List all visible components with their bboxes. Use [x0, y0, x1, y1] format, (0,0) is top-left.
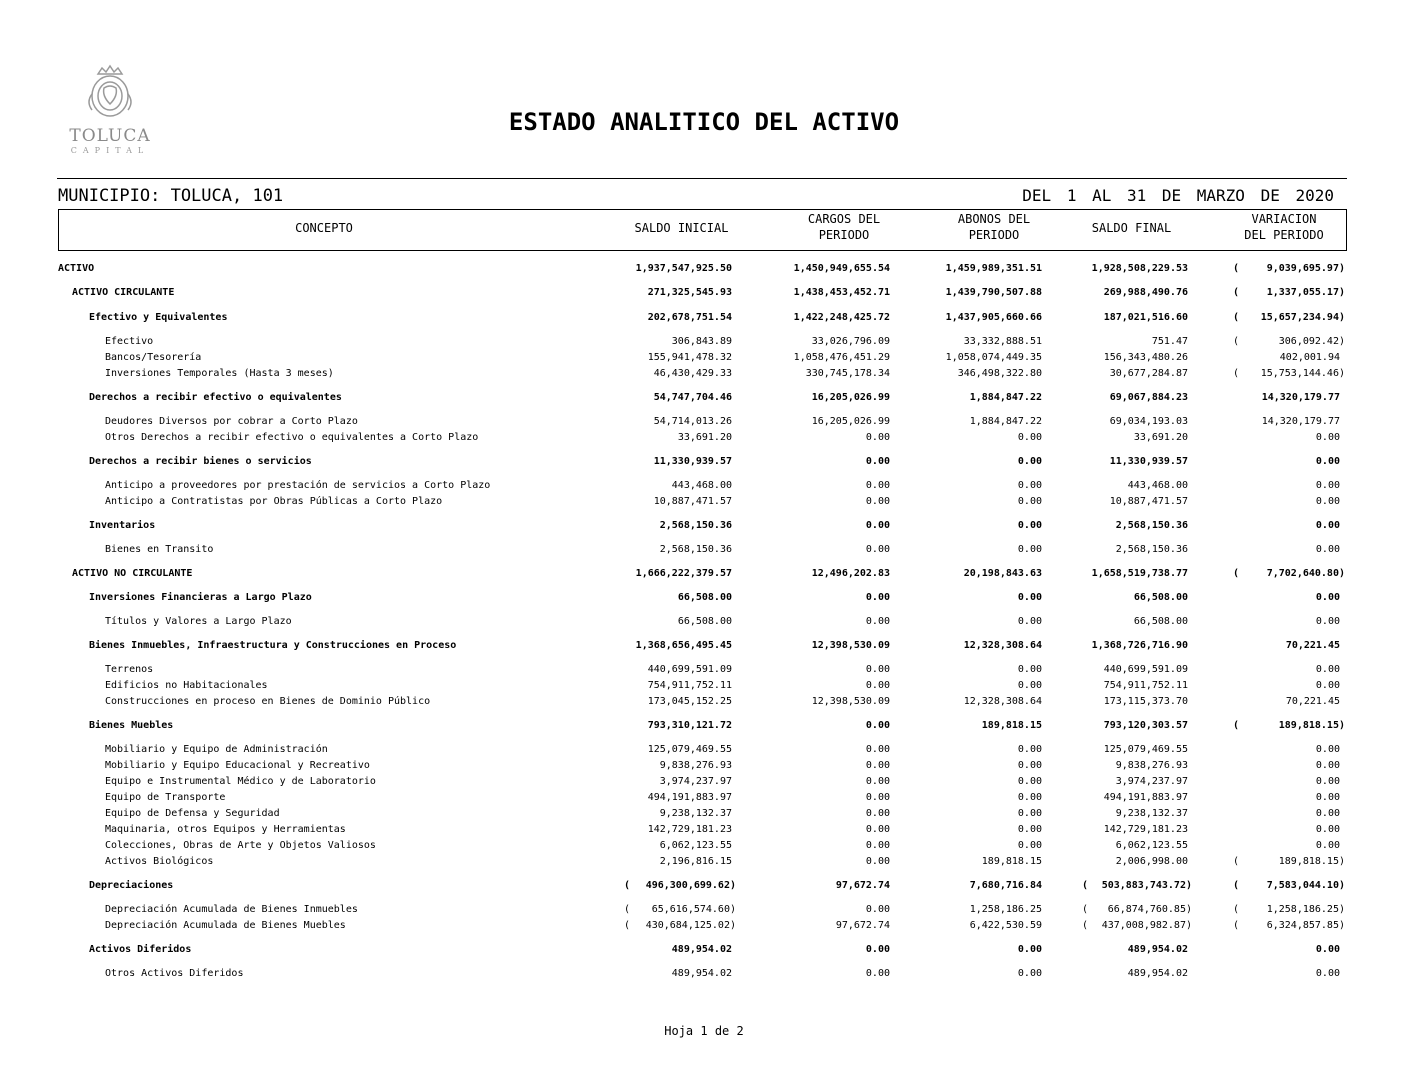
- row-variacion: 0.00: [1315, 840, 1340, 851]
- row-concepto: Otros Activos Diferidos: [105, 968, 244, 979]
- row-abonos: 7,680,716.84: [969, 880, 1042, 891]
- table-row: [0, 792, 1408, 808]
- row-saldo-inicial: 2,568,150.36: [659, 544, 732, 555]
- row-saldo-inicial: 11,330,939.57: [653, 456, 732, 467]
- row-concepto: ACTIVO CIRCULANTE: [72, 287, 175, 298]
- row-saldo-final: 3,974,237.97: [1115, 776, 1188, 787]
- row-variacion: 1,337,055.17): [1266, 287, 1345, 298]
- row-variacion: 70,221.45: [1285, 640, 1340, 651]
- header-rule: [57, 178, 1347, 179]
- row-concepto: Derechos a recibir efectivo o equivalentes: [89, 392, 342, 403]
- row-abonos: 0.00: [1017, 776, 1042, 787]
- row-saldo-inicial: 754,911,752.11: [647, 680, 732, 691]
- row-cargos: 12,398,530.09: [811, 696, 890, 707]
- row-saldo-inicial: 2,568,150.36: [659, 520, 732, 531]
- row-saldo-final: 69,067,884.23: [1109, 392, 1188, 403]
- table-row: [0, 352, 1408, 368]
- row-saldo-inicial: 65,616,574.60): [651, 904, 736, 915]
- row-abonos: 189,818.15: [981, 856, 1042, 867]
- row-concepto: Anticipo a Contratistas por Obras Públicas a Corto Plazo: [105, 496, 443, 507]
- row-abonos: 1,258,186.25: [969, 904, 1042, 915]
- row-concepto: Títulos y Valores a Largo Plazo: [105, 616, 292, 627]
- row-variacion: 6,324,857.85): [1266, 920, 1345, 931]
- row-variacion: 0.00: [1315, 432, 1340, 443]
- row-saldo-inicial: 3,974,237.97: [659, 776, 732, 787]
- table-row: [0, 287, 1408, 303]
- row-saldo-inicial: 443,468.00: [671, 480, 732, 491]
- table-row: [0, 968, 1408, 984]
- row-saldo-final: 66,508.00: [1133, 616, 1188, 627]
- row-concepto: Bienes Muebles: [89, 720, 174, 731]
- row-cargos: 0.00: [865, 776, 890, 787]
- row-saldo-final: 9,838,276.93: [1115, 760, 1188, 771]
- row-saldo-inicial: 155,941,478.32: [647, 352, 732, 363]
- row-concepto: Mobiliario y Equipo Educacional y Recreativo: [105, 760, 370, 771]
- row-saldo-inicial: 125,079,469.55: [647, 744, 732, 755]
- row-abonos: 0.00: [1017, 792, 1042, 803]
- row-saldo-final: 33,691.20: [1133, 432, 1188, 443]
- row-concepto: Terrenos: [105, 664, 154, 675]
- row-variacion: 0.00: [1315, 664, 1340, 675]
- row-abonos: 0.00: [1017, 664, 1042, 675]
- row-variacion: 189,818.15): [1278, 720, 1345, 731]
- header-abonos-line1: ABONOS DEL: [957, 212, 1031, 226]
- row-abonos: 0.00: [1017, 760, 1042, 771]
- row-cargos: 0.00: [865, 840, 890, 851]
- header-saldo-final: SALDO FINAL: [1091, 221, 1172, 235]
- row-saldo-inicial: 2,196,816.15: [659, 856, 732, 867]
- row-variacion: 0.00: [1315, 968, 1340, 979]
- row-abonos: 0.00: [1017, 944, 1042, 955]
- saldo-final-paren: (: [1082, 880, 1089, 891]
- row-concepto: Activos Diferidos: [89, 944, 192, 955]
- row-concepto: Otros Derechos a recibir efectivo o equivalentes a Corto Plazo: [105, 432, 479, 443]
- row-saldo-inicial: 66,508.00: [677, 616, 732, 627]
- row-cargos: 330,745,178.34: [805, 368, 890, 379]
- variacion-paren: (: [1233, 880, 1240, 891]
- row-abonos: 1,459,989,351.51: [945, 263, 1042, 274]
- row-saldo-final: 1,368,726,716.90: [1091, 640, 1188, 651]
- header-variacion-line2: DEL PERIODO: [1244, 228, 1324, 242]
- row-saldo-final: 440,699,591.09: [1103, 664, 1188, 675]
- row-cargos: 1,422,248,425.72: [793, 312, 890, 323]
- table-row: [0, 808, 1408, 824]
- row-concepto: Efectivo: [105, 336, 154, 347]
- row-variacion: 0.00: [1315, 792, 1340, 803]
- row-variacion: 0.00: [1315, 744, 1340, 755]
- row-saldo-final: 2,568,150.36: [1115, 520, 1188, 531]
- saldo-inicial-paren: (: [624, 920, 631, 931]
- row-saldo-inicial: 496,300,699.62): [645, 880, 736, 891]
- row-variacion: 0.00: [1315, 456, 1340, 467]
- header-saldo-inicial: SALDO INICIAL: [634, 221, 729, 235]
- row-cargos: 0.00: [865, 760, 890, 771]
- row-abonos: 6,422,530.59: [969, 920, 1042, 931]
- row-saldo-final: 503,883,743.72): [1101, 880, 1192, 891]
- row-variacion: 402,001.94: [1279, 352, 1340, 363]
- row-saldo-inicial: 494,191,883.97: [647, 792, 732, 803]
- variacion-paren: (: [1233, 920, 1240, 931]
- row-cargos: 0.00: [865, 432, 890, 443]
- row-cargos: 1,438,453,452.71: [793, 287, 890, 298]
- row-variacion: 0.00: [1315, 776, 1340, 787]
- row-variacion: 0.00: [1315, 944, 1340, 955]
- table-row: [0, 520, 1408, 536]
- row-saldo-final: 269,988,490.76: [1103, 287, 1188, 298]
- row-saldo-inicial: 1,368,656,495.45: [635, 640, 732, 651]
- table-row: [0, 496, 1408, 512]
- row-saldo-final: 1,658,519,738.77: [1091, 568, 1188, 579]
- row-concepto: Bancos/Tesorería: [105, 352, 202, 363]
- row-saldo-inicial: 440,699,591.09: [647, 664, 732, 675]
- row-saldo-inicial: 54,747,704.46: [653, 392, 732, 403]
- row-concepto: Activos Biológicos: [105, 856, 214, 867]
- saldo-final-paren: (: [1082, 920, 1089, 931]
- report-title: ESTADO ANALITICO DEL ACTIVO: [508, 108, 900, 136]
- row-cargos: 0.00: [865, 968, 890, 979]
- row-abonos: 0.00: [1017, 616, 1042, 627]
- column-header-box: [58, 209, 1347, 251]
- row-abonos: 20,198,843.63: [963, 568, 1042, 579]
- row-cargos: 0.00: [865, 592, 890, 603]
- table-row: [0, 824, 1408, 840]
- row-saldo-inicial: 1,937,547,925.50: [635, 263, 732, 274]
- row-concepto: Equipo e Instrumental Médico y de Laboratorio: [105, 776, 376, 787]
- row-abonos: 33,332,888.51: [963, 336, 1042, 347]
- row-cargos: 33,026,796.09: [811, 336, 890, 347]
- variacion-paren: (: [1233, 904, 1240, 915]
- row-saldo-final: 1,928,508,229.53: [1091, 263, 1188, 274]
- table-row: [0, 368, 1408, 384]
- variacion-paren: (: [1233, 568, 1240, 579]
- row-abonos: 1,058,074,449.35: [945, 352, 1042, 363]
- row-cargos: 0.00: [865, 792, 890, 803]
- table-row: [0, 592, 1408, 608]
- row-abonos: 0.00: [1017, 840, 1042, 851]
- variacion-paren: (: [1233, 856, 1240, 867]
- table-row: [0, 392, 1408, 408]
- row-cargos: 12,496,202.83: [811, 568, 890, 579]
- header-variacion: [1219, 211, 1349, 243]
- table-row: [0, 568, 1408, 584]
- row-saldo-final: 751.47: [1151, 336, 1188, 347]
- table-row: [0, 776, 1408, 792]
- table-row: [0, 263, 1408, 279]
- row-concepto: Deudores Diversos por cobrar a Corto Plazo: [105, 416, 358, 427]
- row-saldo-inicial: 46,430,429.33: [653, 368, 732, 379]
- row-saldo-final: 10,887,471.57: [1109, 496, 1188, 507]
- row-concepto: Bienes en Transito: [105, 544, 214, 555]
- row-concepto: Depreciación Acumulada de Bienes Muebles: [105, 920, 346, 931]
- logo-name: TOLUCA: [69, 126, 151, 146]
- row-abonos: 1,437,905,660.66: [945, 312, 1042, 323]
- row-concepto: Edificios no Habitacionales: [105, 680, 268, 691]
- table-row: [0, 880, 1408, 896]
- row-concepto: Inversiones Temporales (Hasta 3 meses): [105, 368, 334, 379]
- row-cargos: 0.00: [865, 544, 890, 555]
- row-saldo-final: 6,062,123.55: [1115, 840, 1188, 851]
- row-abonos: 0.00: [1017, 680, 1042, 691]
- header-cargos-line2: PERIODO: [818, 228, 870, 242]
- row-abonos: 0.00: [1017, 432, 1042, 443]
- table-row: [0, 544, 1408, 560]
- row-saldo-final: 443,468.00: [1127, 480, 1188, 491]
- row-cargos: 0.00: [865, 680, 890, 691]
- row-concepto: Inversiones Financieras a Largo Plazo: [89, 592, 312, 603]
- row-variacion: 15,753,144.46): [1260, 368, 1345, 379]
- row-saldo-final: 69,034,193.03: [1109, 416, 1188, 427]
- row-saldo-inicial: 489,954.02: [671, 944, 732, 955]
- row-saldo-final: 793,120,303.57: [1103, 720, 1188, 731]
- row-saldo-final: 2,568,150.36: [1115, 544, 1188, 555]
- row-abonos: 12,328,308.64: [963, 696, 1042, 707]
- row-saldo-final: 489,954.02: [1127, 968, 1188, 979]
- header-cargos: [769, 211, 919, 243]
- row-variacion: 0.00: [1315, 680, 1340, 691]
- row-concepto: Construcciones en proceso en Bienes de Dominio Público: [105, 696, 431, 707]
- row-concepto: Equipo de Transporte: [105, 792, 226, 803]
- row-saldo-inicial: 33,691.20: [677, 432, 732, 443]
- row-concepto: Mobiliario y Equipo de Administración: [105, 744, 328, 755]
- table-row: [0, 664, 1408, 680]
- row-saldo-final: 125,079,469.55: [1103, 744, 1188, 755]
- row-abonos: 346,498,322.80: [957, 368, 1042, 379]
- row-saldo-final: 754,911,752.11: [1103, 680, 1188, 691]
- variacion-paren: (: [1233, 312, 1240, 323]
- row-concepto: Colecciones, Obras de Arte y Objetos Valiosos: [105, 840, 376, 851]
- row-cargos: 0.00: [865, 720, 890, 731]
- table-row: [0, 944, 1408, 960]
- row-saldo-inicial: 142,729,181.23: [647, 824, 732, 835]
- saldo-inicial-paren: (: [624, 880, 631, 891]
- row-saldo-final: 142,729,181.23: [1103, 824, 1188, 835]
- row-variacion: 0.00: [1315, 496, 1340, 507]
- row-cargos: 0.00: [865, 944, 890, 955]
- row-saldo-inicial: 793,310,121.72: [647, 720, 732, 731]
- table-row: [0, 760, 1408, 776]
- row-cargos: 0.00: [865, 456, 890, 467]
- variacion-paren: (: [1233, 336, 1240, 347]
- header-abonos-line2: PERIODO: [968, 228, 1020, 242]
- table-row: [0, 744, 1408, 760]
- row-saldo-final: 437,008,982.87): [1101, 920, 1192, 931]
- row-saldo-inicial: 202,678,751.54: [647, 312, 732, 323]
- row-variacion: 0.00: [1315, 520, 1340, 531]
- row-variacion: 15,657,234.94): [1260, 312, 1345, 323]
- row-saldo-inicial: 1,666,222,379.57: [635, 568, 732, 579]
- row-variacion: 0.00: [1315, 808, 1340, 819]
- row-concepto: Depreciaciones: [89, 880, 174, 891]
- table-row: [0, 680, 1408, 696]
- row-abonos: 0.00: [1017, 592, 1042, 603]
- row-saldo-final: 494,191,883.97: [1103, 792, 1188, 803]
- row-concepto: Efectivo y Equivalentes: [89, 312, 228, 323]
- row-cargos: 97,672.74: [835, 880, 890, 891]
- table-row: [0, 840, 1408, 856]
- row-variacion: 7,583,044.10): [1266, 880, 1345, 891]
- row-saldo-final: 173,115,373.70: [1103, 696, 1188, 707]
- table-row: [0, 416, 1408, 432]
- row-concepto: ACTIVO: [58, 263, 95, 274]
- variacion-paren: (: [1233, 368, 1240, 379]
- row-saldo-inicial: 9,238,132.37: [659, 808, 732, 819]
- row-saldo-final: 2,006,998.00: [1115, 856, 1188, 867]
- table-row: [0, 480, 1408, 496]
- row-concepto: Anticipo a proveedores por prestación de servicios a Corto Plazo: [105, 480, 491, 491]
- variacion-paren: (: [1233, 263, 1240, 274]
- row-variacion: 70,221.45: [1285, 696, 1340, 707]
- row-variacion: 1,258,186.25): [1266, 904, 1345, 915]
- row-variacion: 0.00: [1315, 480, 1340, 491]
- row-cargos: 0.00: [865, 856, 890, 867]
- row-abonos: 0.00: [1017, 456, 1042, 467]
- row-cargos: 0.00: [865, 520, 890, 531]
- period-label: DEL 1 AL 31 DE MARZO DE 2020: [1022, 186, 1334, 205]
- row-variacion: 189,818.15): [1278, 856, 1345, 867]
- row-cargos: 1,450,949,655.54: [793, 263, 890, 274]
- row-concepto: Equipo de Defensa y Seguridad: [105, 808, 280, 819]
- row-cargos: 1,058,476,451.29: [793, 352, 890, 363]
- row-saldo-inicial: 66,508.00: [677, 592, 732, 603]
- header-cargos-line1: CARGOS DEL: [807, 212, 881, 226]
- row-variacion: 7,702,640.80): [1266, 568, 1345, 579]
- table-row: [0, 696, 1408, 712]
- row-cargos: 0.00: [865, 664, 890, 675]
- table-row: [0, 856, 1408, 872]
- table-row: [0, 336, 1408, 352]
- row-abonos: 189,818.15: [981, 720, 1042, 731]
- row-cargos: 0.00: [865, 744, 890, 755]
- row-cargos: 0.00: [865, 824, 890, 835]
- table-row: [0, 640, 1408, 656]
- row-saldo-final: 9,238,132.37: [1115, 808, 1188, 819]
- table-row: [0, 312, 1408, 328]
- row-abonos: 0.00: [1017, 544, 1042, 555]
- logo-subtitle: CAPITAL: [70, 146, 150, 155]
- table-row: [0, 904, 1408, 920]
- saldo-inicial-paren: (: [624, 904, 631, 915]
- row-variacion: 0.00: [1315, 592, 1340, 603]
- row-variacion: 0.00: [1315, 824, 1340, 835]
- row-cargos: 0.00: [865, 480, 890, 491]
- row-saldo-final: 11,330,939.57: [1109, 456, 1188, 467]
- header-abonos: [919, 211, 1069, 243]
- row-abonos: 0.00: [1017, 480, 1042, 491]
- row-saldo-final: 30,677,284.87: [1109, 368, 1188, 379]
- row-cargos: 16,205,026.99: [811, 392, 890, 403]
- row-saldo-inicial: 54,714,013.26: [653, 416, 732, 427]
- variacion-paren: (: [1233, 287, 1240, 298]
- row-variacion: 14,320,179.77: [1261, 392, 1340, 403]
- row-cargos: 0.00: [865, 808, 890, 819]
- row-saldo-inicial: 489,954.02: [671, 968, 732, 979]
- row-cargos: 12,398,530.09: [811, 640, 890, 651]
- table-row: [0, 432, 1408, 448]
- row-cargos: 97,672.74: [835, 920, 890, 931]
- row-concepto: Depreciación Acumulada de Bienes Inmuebles: [105, 904, 358, 915]
- row-cargos: 0.00: [865, 496, 890, 507]
- row-concepto: Inventarios: [89, 520, 156, 531]
- variacion-paren: (: [1233, 720, 1240, 731]
- row-saldo-inicial: 430,684,125.02): [645, 920, 736, 931]
- row-cargos: 0.00: [865, 616, 890, 627]
- row-saldo-inicial: 173,045,152.25: [647, 696, 732, 707]
- row-variacion: 14,320,179.77: [1261, 416, 1340, 427]
- row-variacion: 0.00: [1315, 760, 1340, 771]
- row-saldo-final: 156,343,480.26: [1103, 352, 1188, 363]
- row-abonos: 0.00: [1017, 496, 1042, 507]
- row-variacion: 9,039,695.97): [1266, 263, 1345, 274]
- row-saldo-final: 66,508.00: [1133, 592, 1188, 603]
- row-abonos: 0.00: [1017, 824, 1042, 835]
- page-footer: Hoja 1 de 2: [664, 1024, 744, 1038]
- row-saldo-final: 187,021,516.60: [1103, 312, 1188, 323]
- table-row: [0, 456, 1408, 472]
- header-concepto: CONCEPTO: [295, 221, 353, 235]
- row-concepto: Derechos a recibir bienes o servicios: [89, 456, 312, 467]
- table-row: [0, 720, 1408, 736]
- row-abonos: 0.00: [1017, 744, 1042, 755]
- row-abonos: 0.00: [1017, 968, 1042, 979]
- row-abonos: 0.00: [1017, 808, 1042, 819]
- row-concepto: Maquinaria, otros Equipos y Herramientas: [105, 824, 346, 835]
- row-variacion: 0.00: [1315, 544, 1340, 555]
- row-abonos: 1,884,847.22: [969, 416, 1042, 427]
- row-abonos: 0.00: [1017, 520, 1042, 531]
- row-saldo-inicial: 6,062,123.55: [659, 840, 732, 851]
- saldo-final-paren: (: [1082, 904, 1089, 915]
- row-abonos: 12,328,308.64: [963, 640, 1042, 651]
- row-variacion: 306,092.42): [1278, 336, 1345, 347]
- row-cargos: 0.00: [865, 904, 890, 915]
- row-saldo-inicial: 10,887,471.57: [653, 496, 732, 507]
- row-abonos: 1,884,847.22: [969, 392, 1042, 403]
- table-row: [0, 616, 1408, 632]
- municipio-label: MUNICIPIO: TOLUCA, 101: [58, 186, 284, 206]
- row-concepto: ACTIVO NO CIRCULANTE: [72, 568, 193, 579]
- row-saldo-inicial: 9,838,276.93: [659, 760, 732, 771]
- row-saldo-final: 66,874,760.85): [1107, 904, 1192, 915]
- row-cargos: 16,205,026.99: [811, 416, 890, 427]
- row-saldo-inicial: 306,843.89: [671, 336, 732, 347]
- row-saldo-final: 489,954.02: [1127, 944, 1188, 955]
- row-saldo-inicial: 271,325,545.93: [647, 287, 732, 298]
- row-concepto: Bienes Inmuebles, Infraestructura y Construcciones en Proceso: [89, 640, 457, 651]
- row-abonos: 1,439,790,507.88: [945, 287, 1042, 298]
- row-variacion: 0.00: [1315, 616, 1340, 627]
- header-variacion-line1: VARIACION: [1251, 212, 1317, 226]
- table-row: [0, 920, 1408, 936]
